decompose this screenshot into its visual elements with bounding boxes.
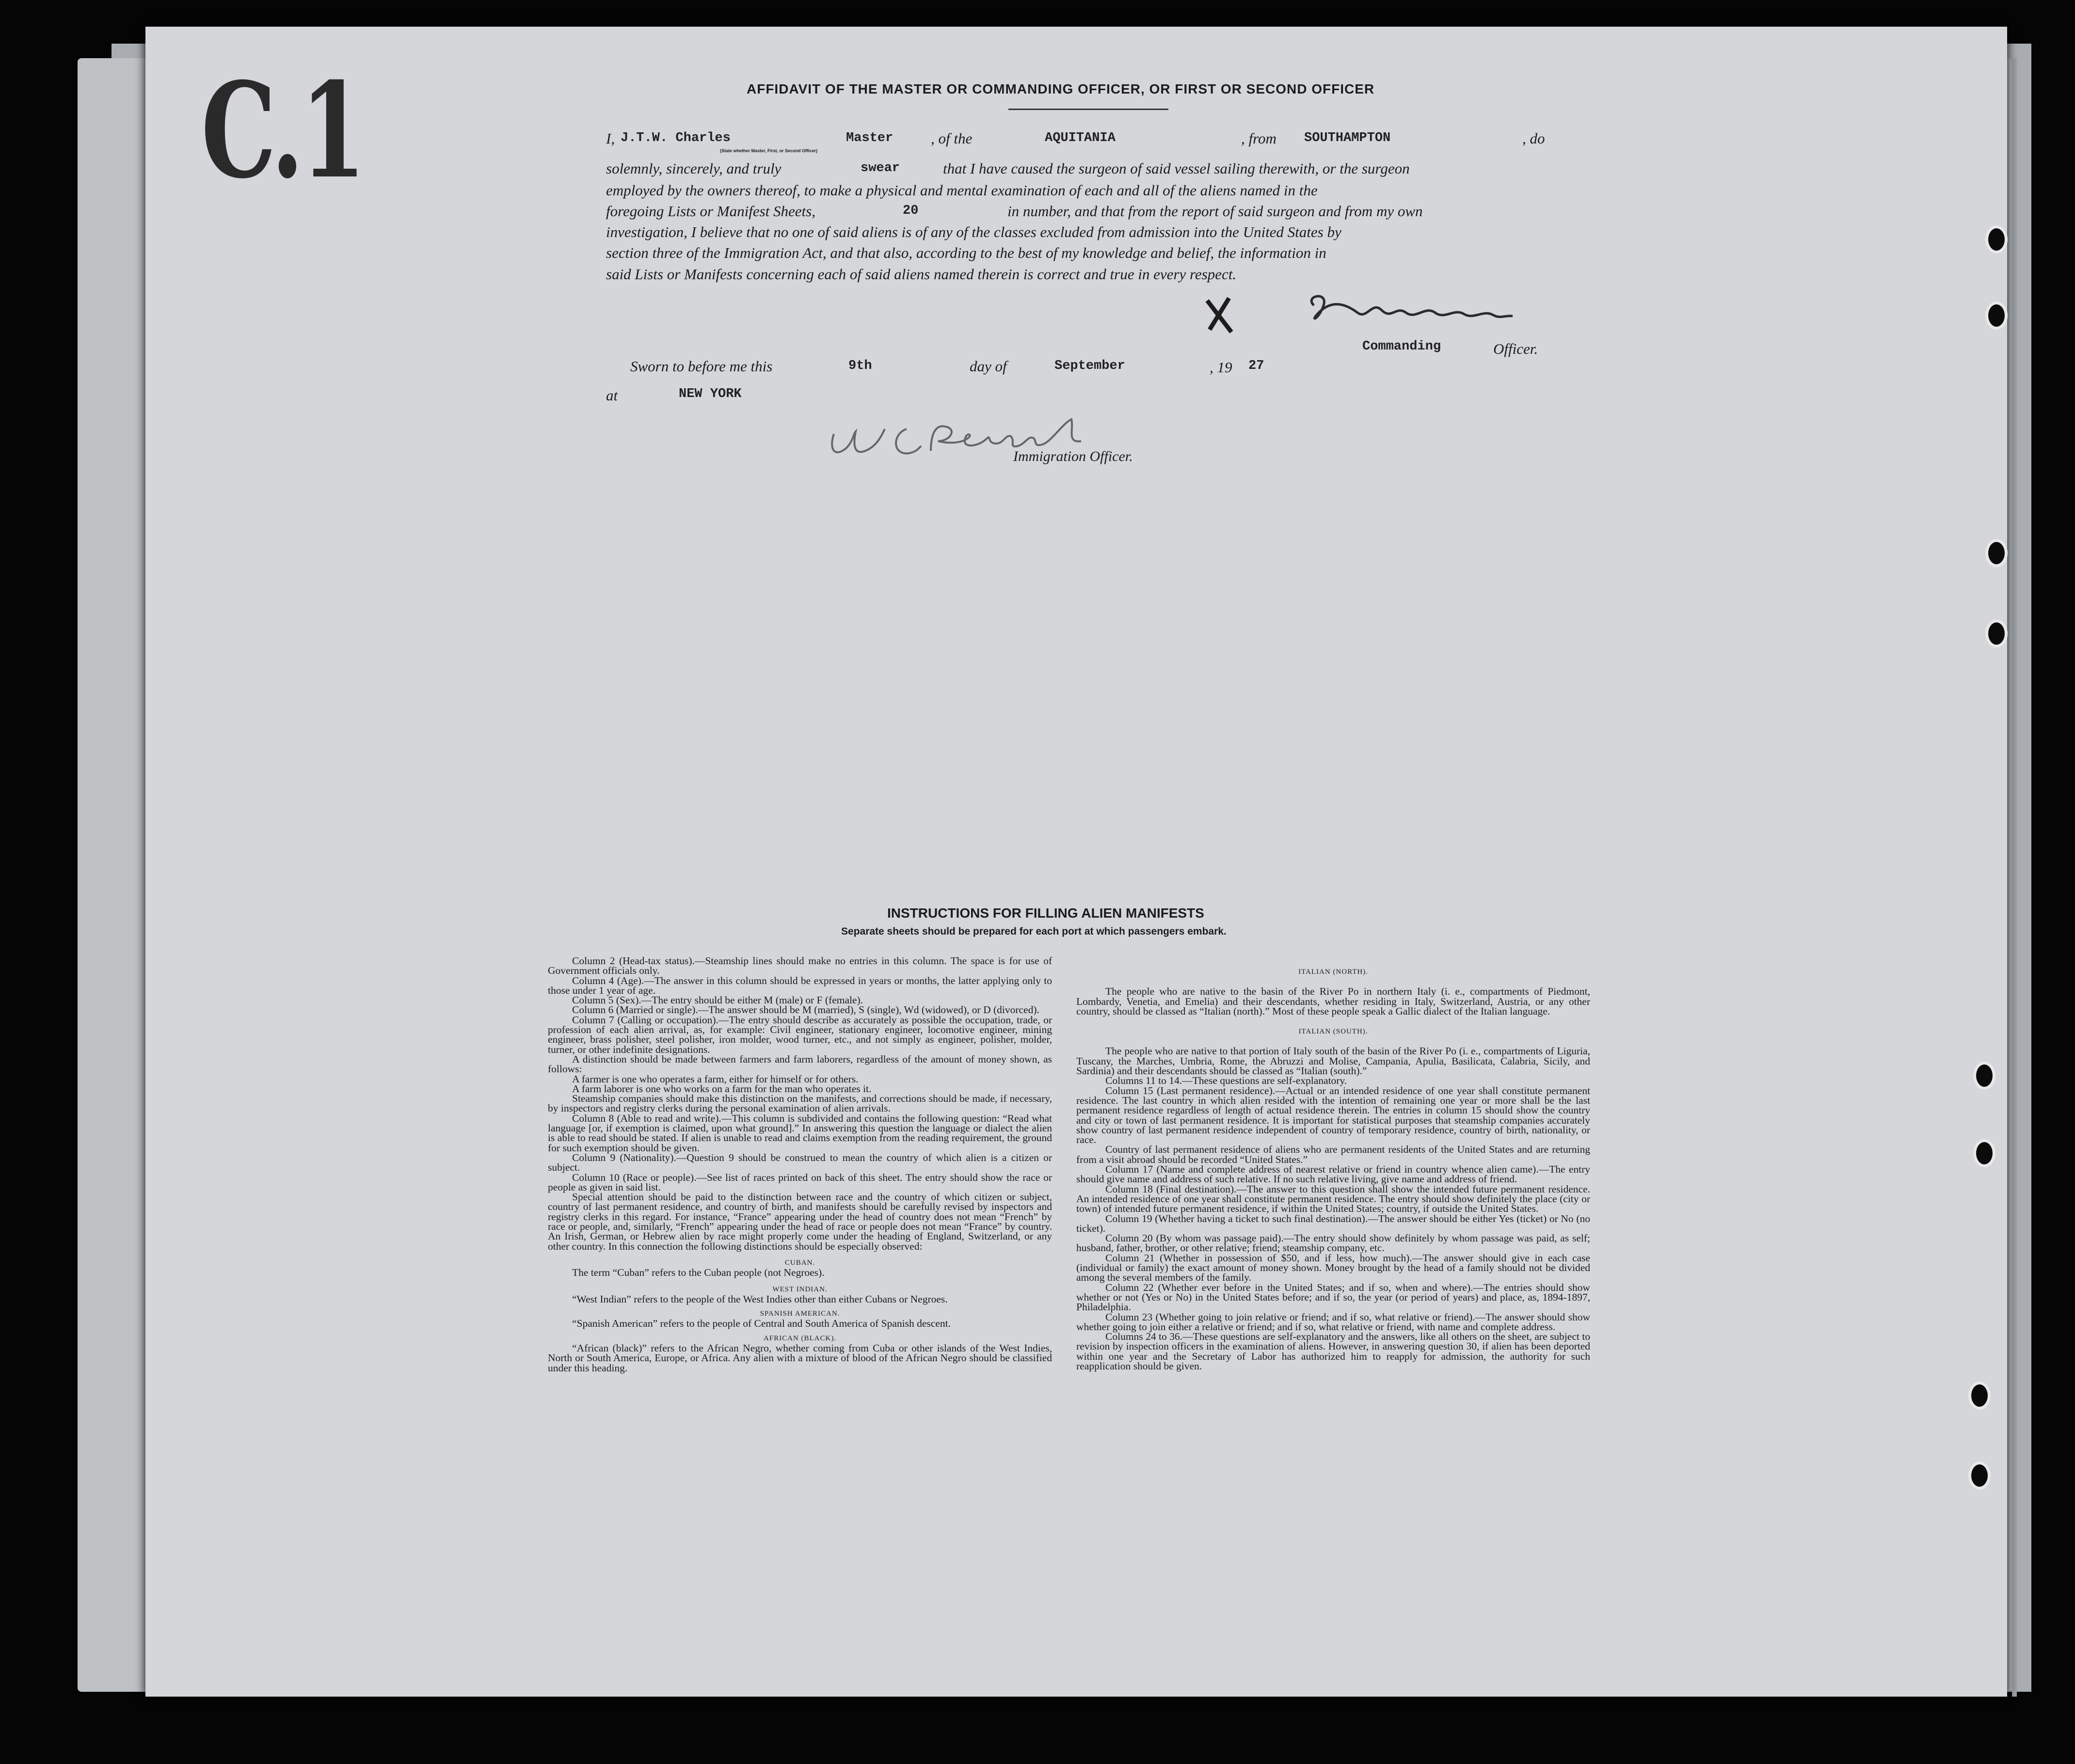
year-prefix: , 19 xyxy=(1210,359,1232,376)
spanish-american-heading: SPANISH AMERICAN. xyxy=(760,1310,840,1318)
affidavit-i: I, xyxy=(606,130,615,147)
binder-hole xyxy=(1973,1062,1995,1090)
instr-col10: Column 10 (Race or people).—See list of races printed on back of this sheet. The entry should show the race or people as given in said list. xyxy=(548,1171,1052,1193)
instr-col4: Column 4 (Age).—The answer in this column should be expressed in years or months, the latter applying only to those under 1 year of age. xyxy=(548,974,1052,996)
instr-special: Special attention should be paid to the distinction between race and the country of which citizen or subject, country of last permanent residence, and country of birth, and manifests should be carefully revised by inspectors and registry clerks in this regard. For instance, “France” appearing under the head of country does not mean “French” by race or people, and, similarly, “French” appearing under the head of race or people does not mean “France” by country. An Irish, German, or Hebrew alien by race might properly come under the heading of England, Switzerland, or any other country. In this connection the following distinctions should be especially observed: xyxy=(548,1191,1052,1252)
officer-rank: Master xyxy=(846,131,894,145)
instr-farmer-def: A farmer is one who operates a farm, either for himself or for others. xyxy=(572,1073,859,1085)
cuban-text: The term “Cuban” refers to the Cuban people (not Negroes). xyxy=(572,1267,825,1279)
binder-hole xyxy=(1968,1462,1991,1490)
sworn-label: Sworn to before me this xyxy=(630,358,773,375)
instr-col8: Column 8 (Able to read and write).—This column is subdivided and contains the following question: “Read what language [or, if exemption is claimed, upon what ground].” In answering this question the language or dialect the alien is able to read should be stated. If alien is unable to read and claims exemption from the reading requirement, the ground for such exemption should be given. xyxy=(548,1112,1052,1154)
binder-hole xyxy=(1973,1139,1995,1167)
instr-col5: Column 5 (Sex).—The entry should be either M (male) or F (female). xyxy=(572,994,863,1006)
instr-col24-36: Columns 24 to 36.—These questions are self-explanatory and the answers, like all others on the sheet, are subject to revision by inspection officers in the examination of aliens. However, in answering question 30, if alien has been deported within one year and the Secretary of Labor has authorized him to reapply for admission, the authority for such reapplication should be given. xyxy=(1076,1331,1590,1372)
sworn-year: 27 xyxy=(1248,359,1264,373)
commanding-typed: Commanding xyxy=(1362,339,1441,354)
sworn-day: 9th xyxy=(848,359,872,373)
instructions-left-column xyxy=(548,956,1052,1373)
binder-hole xyxy=(1985,302,2008,330)
departure-port: SOUTHAMPTON xyxy=(1304,131,1391,145)
affidavit-title: AFFIDAVIT OF THE MASTER OR COMMANDING OFFICER, OR FIRST OR SECOND OFFICER xyxy=(747,81,1375,96)
instr-residence-us: Country of last permanent residence of aliens who are permanent residents of the United States and are returning from a visit abroad should be recorded “United States.” xyxy=(1076,1144,1590,1165)
master-signature xyxy=(1202,286,1551,339)
affidavit-from: , from xyxy=(1241,130,1277,147)
affidavit-line-7: said Lists or Manifests concerning each of said aliens named therein is correct and true in every respect. xyxy=(606,266,1237,283)
instr-col20: Column 20 (By whom was passage paid).—The entry should show definitely by whom passage was paid, as self; husband, father, brother, or other relative; friend; steamship company, etc. xyxy=(1076,1232,1590,1254)
sheet-stamp: C.1 xyxy=(201,53,363,207)
rank-note: (State whether Master, First, or Second Officer) xyxy=(720,148,818,153)
instr-col2: Column 2 (Head-tax status).—Steamship lines should make no entries in this column. The space is for use of Government officials only. xyxy=(548,955,1052,977)
immigration-officer-label: Immigration Officer. xyxy=(1013,448,1133,464)
affidavit-solemnly: solemnly, sincerely, and truly xyxy=(606,160,782,177)
sheet-count: 20 xyxy=(903,204,919,218)
page-edge xyxy=(2012,58,2017,1697)
at-label: at xyxy=(606,387,618,404)
instr-col23: Column 23 (Whether going to join relative or friend; and if so, what relative or friend).—The answer should show whether going to join either a relative or friend; and if so, what relative or friend, with name and complete address. xyxy=(1076,1311,1590,1333)
cuban-heading: CUBAN. xyxy=(784,1258,815,1267)
african-text: “African (black)” refers to the African Negro, whether coming from Cuba or other islands of the West Indies, North or South America, Europe, or Africa. Any alien with a mixture of blood of the African Negro should be classified under this heading. xyxy=(548,1342,1052,1374)
italian-north-text: The people who are native to the basin of the River Po in northern Italy (i. e., compartments of Piedmont, Lombardy, Venetia, and Emelia) and their descendants, whether residing in Italy, Switzerland, Austria, or any other country, should be classed as “Italian (north).” Most of these people speak a Gallic dialect of the Italian language. xyxy=(1076,985,1590,1017)
italian-north-heading: ITALIAN (NORTH). xyxy=(1298,968,1368,976)
affidavit-line-3: employed by the owners thereof, to make a physical and mental examination of each and all of the aliens named in the xyxy=(606,182,1318,199)
binder-hole xyxy=(1985,539,2008,567)
spanish-american-text: “Spanish American” refers to the people of Central and South America of Spanish descent. xyxy=(572,1318,951,1330)
affidavit-of-the: , of the xyxy=(931,130,973,147)
binder-hole xyxy=(1968,1382,1991,1410)
instr-laborer-def: A farm laborer is one who works on a farm for the man who operates it. xyxy=(572,1082,872,1095)
italian-south-heading: ITALIAN (SOUTH). xyxy=(1298,1028,1368,1036)
instr-col15: Column 15 (Last permanent residence).—Actual or an intended residence of one year shall constitute permanent residence. The last country in which alien resided with the intention of remaining one year or more shall be the last permanent residence regardless of length of actual residence therein. The entries in column 15 should show the country and city or town of last permanent residence. It is important for statistical purposes that steamship companies accurately show country of last permanent residence independent of country of temporary residence, country of birth, nationality, or race. xyxy=(1076,1084,1590,1146)
instr-col6: Column 6 (Married or single).—The answer should be M (married), S (single), Wd (widowed), or D (divorced). xyxy=(572,1004,1039,1016)
master-name: J.T.W. Charles xyxy=(621,131,731,145)
instr-col11-14: Columns 11 to 14.—These questions are self-explanatory. xyxy=(1105,1075,1347,1087)
instr-col7: Column 7 (Calling or occupation).—The entry should describe as accurately as possible the occupation, trade, or profession of each alien arrival, as, for example: Civil engineer, stationary engineer, locomotive engineer, mining engineer, brass polisher, steel polisher, iron molder, wood turner, etc., and not simply as engineer, polisher, molder, turner, or other indefinite designations. xyxy=(548,1014,1052,1055)
instr-col17: Column 17 (Name and complete address of nearest relative or friend in country whence alien came).—The entry should give name and address of such relative. If no such relative living, give name and address of friend. xyxy=(1076,1163,1590,1185)
instructions-subtitle: Separate sheets should be prepared for each port at which passengers embark. xyxy=(841,926,1227,937)
instr-col18: Column 18 (Final destination).—The answer to this question shall show the intended future permanent residence. An intended residence of one year shall constitute permanent residence. The entry should show definitely the place (city or town) of intended future permanent residence, if within the United States; country, if outside the United States. xyxy=(1076,1183,1590,1215)
instr-col19: Column 19 (Whether having a ticket to such final destination).—The answer should be either Yes (ticket) or No (no ticket). xyxy=(1076,1212,1590,1234)
vessel-name: AQUITANIA xyxy=(1045,131,1116,145)
affidavit-caused: that I have caused the surgeon of said vessel sailing therewith, or the surgeon xyxy=(943,160,1410,177)
affidavit-foregoing: foregoing Lists or Manifest Sheets, xyxy=(606,203,815,220)
instructions-title: INSTRUCTIONS FOR FILLING ALIEN MANIFESTS xyxy=(887,906,1204,921)
binder-hole xyxy=(1985,225,2008,254)
binder-hole xyxy=(1985,620,2008,648)
title-rule xyxy=(1008,109,1168,110)
officer-label: Officer. xyxy=(1493,340,1538,357)
west-indian-heading: WEST INDIAN. xyxy=(772,1285,828,1293)
african-heading: AFRICAN (BLACK). xyxy=(763,1334,837,1342)
italian-south-text: The people who are native to that portion of Italy south of the basin of the River Po (i. e., compartments of Liguria, Tuscany, the Marches, Umbria, Rome, the Abruzzi and Molise, Campania, Apulia, Basilicata, Calabria, Sicily, and Sardinia) and their descendants should be classed as “Italian (south).” xyxy=(1076,1045,1590,1077)
instr-col22: Column 22 (Whether ever before in the United States; and if so, when and where).—The entries should show whether or not (Yes or No) in the United States before; and if so, the year (or period of years) and place, as, 1894-1897, Philadelphia. xyxy=(1076,1281,1590,1313)
instructions-right-column xyxy=(1076,967,1590,1371)
affidavit-do: , do xyxy=(1522,130,1545,147)
instr-farmers: A distinction should be made between farmers and farm laborers, regardless of the amount of money shown, as follows: xyxy=(548,1053,1052,1075)
instr-col21: Column 21 (Whether in possession of $50, and if less, how much).—The answer should give in each case (individual or family) the exact amount of money shown. Money brought by the head of a family should not be divided among the several members of the family. xyxy=(1076,1252,1590,1284)
sworn-place: NEW YORK xyxy=(679,387,742,401)
affidavit-in-number: in number, and that from the report of said surgeon and from my own xyxy=(1007,203,1423,220)
affidavit-line-6: section three of the Immigration Act, and that also, according to the best of my knowledge and belief, the information in xyxy=(606,244,1326,261)
affidavit-line-5: investigation, I believe that no one of said aliens is of any of the classes excluded from admission into the United States by xyxy=(606,223,1341,240)
day-of-label: day of xyxy=(970,358,1007,375)
west-indian-text: “West Indian” refers to the people of the West Indies other than either Cubans or Negroes. xyxy=(572,1293,948,1305)
sworn-month: September xyxy=(1054,359,1125,373)
oath-type: swear xyxy=(861,161,900,175)
instr-col9: Column 9 (Nationality).—Question 9 should be construed to mean the country of which alien is a citizen or subject. xyxy=(548,1151,1052,1174)
instr-steamship: Steamship companies should make this distinction on the manifests, and corrections should be made, if necessary, by inspectors and registry clerks during the personal examination of alien arrivals. xyxy=(548,1093,1052,1114)
